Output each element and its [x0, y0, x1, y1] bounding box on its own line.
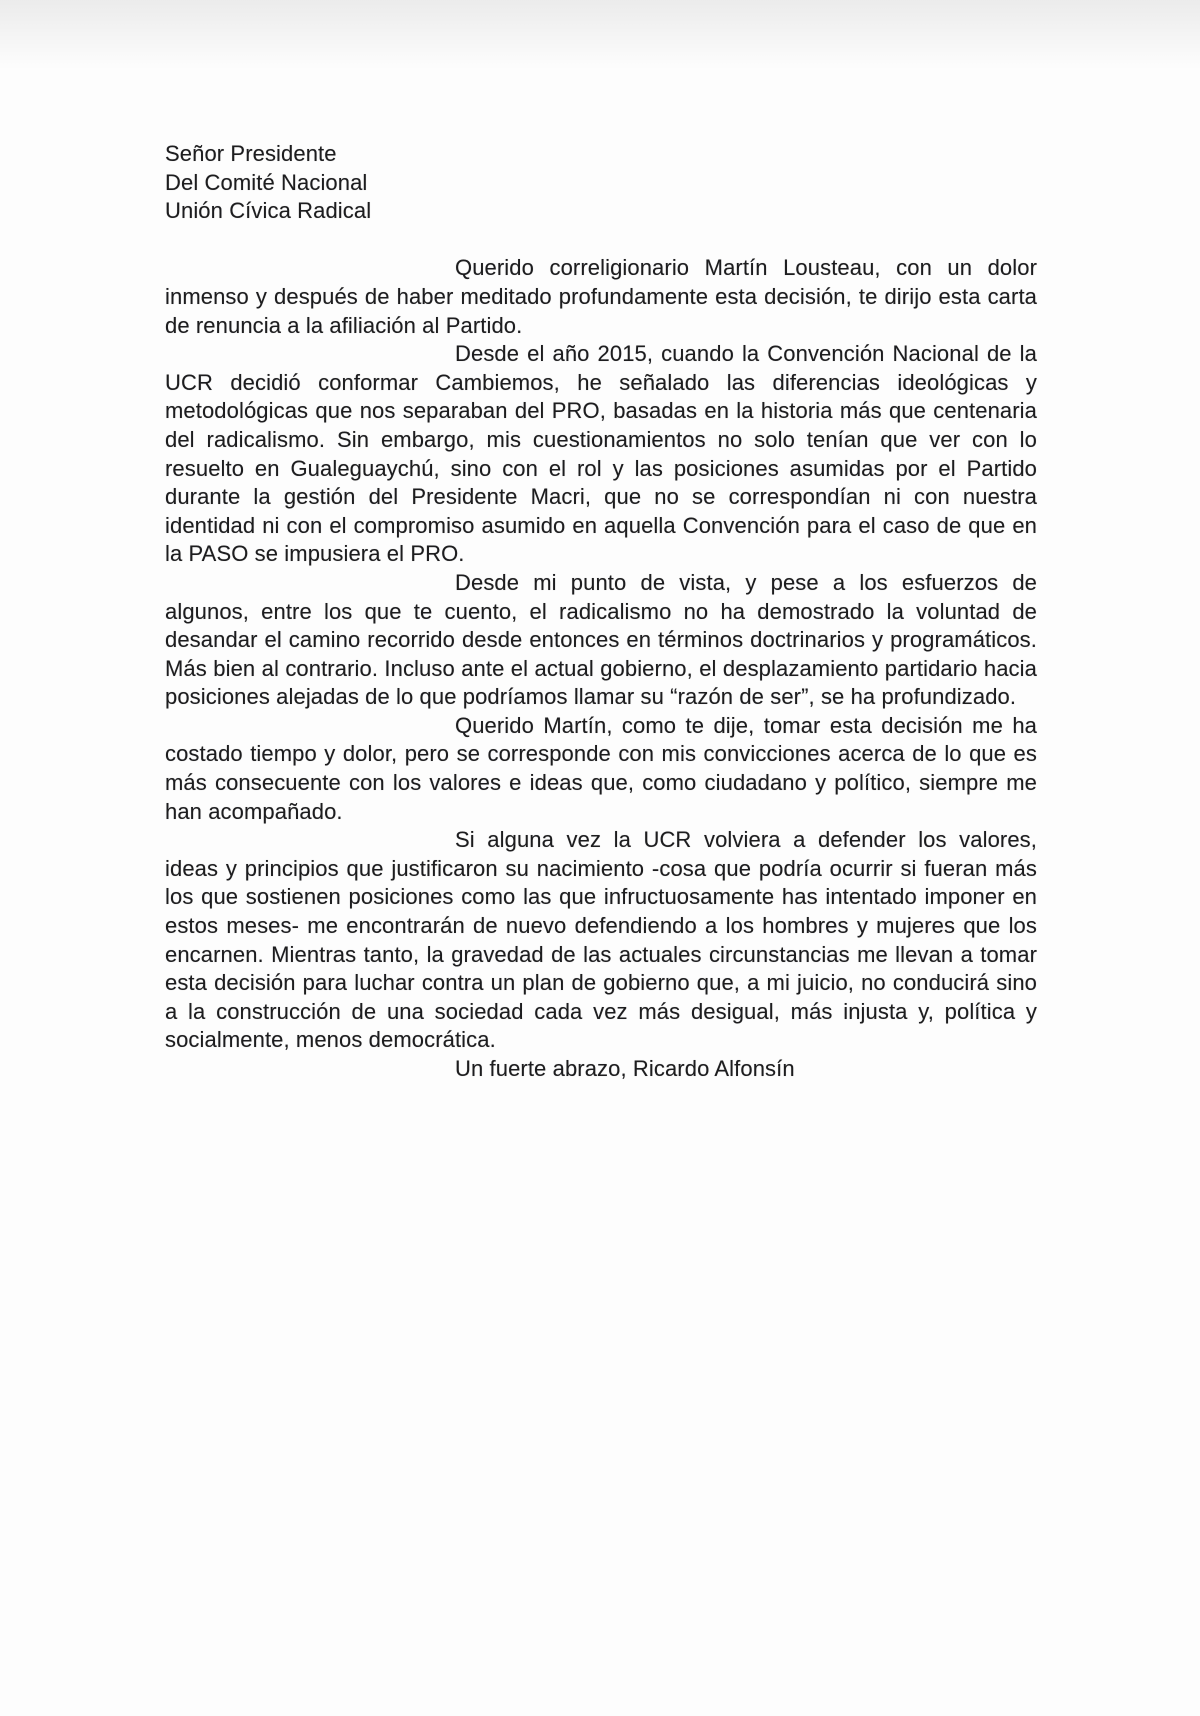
recipient-line-title: Señor Presidente	[165, 141, 337, 166]
letter-body	[165, 140, 1037, 1084]
letter-paragraph-salutation: Querido correligionario Martín Lousteau, con un dolor inmenso y después de haber meditado profundamente esta decisión, te dirijo esta carta de renuncia a la afiliación al Partido.	[165, 255, 1037, 338]
letter-paragraph-conditions: Si alguna vez la UCR volviera a defender los valores, ideas y principios que justificaron su nacimiento -cosa que podría ocurrir si fueran más los que sostienen posiciones como las que infructuosamente has intentado imponer en estos meses- me encontrarán de nuevo defendiendo a los hombres y mujeres que los encarnen. Mientras tanto, la gravedad de las actuales circunstancias me llevan a tomar esta decisión para luchar contra un plan de gobierno que, a mi juicio, no conducirá sino a la construcción de una sociedad cada vez más desigual, más injusta y, política y socialmente, menos democrática.	[165, 827, 1037, 1053]
letter-paragraph-viewpoint: Desde mi punto de vista, y pese a los esfuerzos de algunos, entre los que te cuento, el radicalismo no ha demostrado la voluntad de desandar el camino recorrido desde entonces en términos doctrinarios y programáticos. Más bien al contrario. Incluso ante el actual gobierno, el desplazamiento partidario hacia posiciones alejadas de lo que podríamos llamar su “razón de ser”, se ha profundizado.	[165, 569, 1037, 710]
letter-paragraph-decision: Querido Martín, como te dije, tomar esta decisión me ha costado tiempo y dolor, pero se corresponde con mis convicciones acerca de lo que es más consecuente con los valores e ideas que, como ciudadano y político, siempre me han acompañado.	[165, 712, 1037, 824]
recipient-line-committee: Del Comité Nacional	[165, 169, 368, 195]
page-top-shadow	[0, 0, 1200, 70]
letter-closing-signature: Un fuerte abrazo, Ricardo Alfonsín	[455, 1056, 795, 1081]
letter-paragraph-history: Desde el año 2015, cuando la Convención Nacional de la UCR decidió conformar Cambiemos, he señalado las diferencias ideológicas y metodológicas que nos separaban del PRO, basadas en la historia más que centenaria del radicalismo. Sin embargo, mis cuestionamientos no solo tenían que ver con lo resuelto en Gualeguaychú, sino con el rol y las posiciones asumidas por el Partido durante la gestión del Presidente Macri, que no se correspondían ni con nuestra identidad ni con el compromiso asumido en aquella Convención para el caso de que en la PASO se impusiera el PRO.	[165, 341, 1037, 567]
recipient-block	[165, 140, 1037, 226]
recipient-line-party: Unión Cívica Radical	[165, 198, 372, 224]
